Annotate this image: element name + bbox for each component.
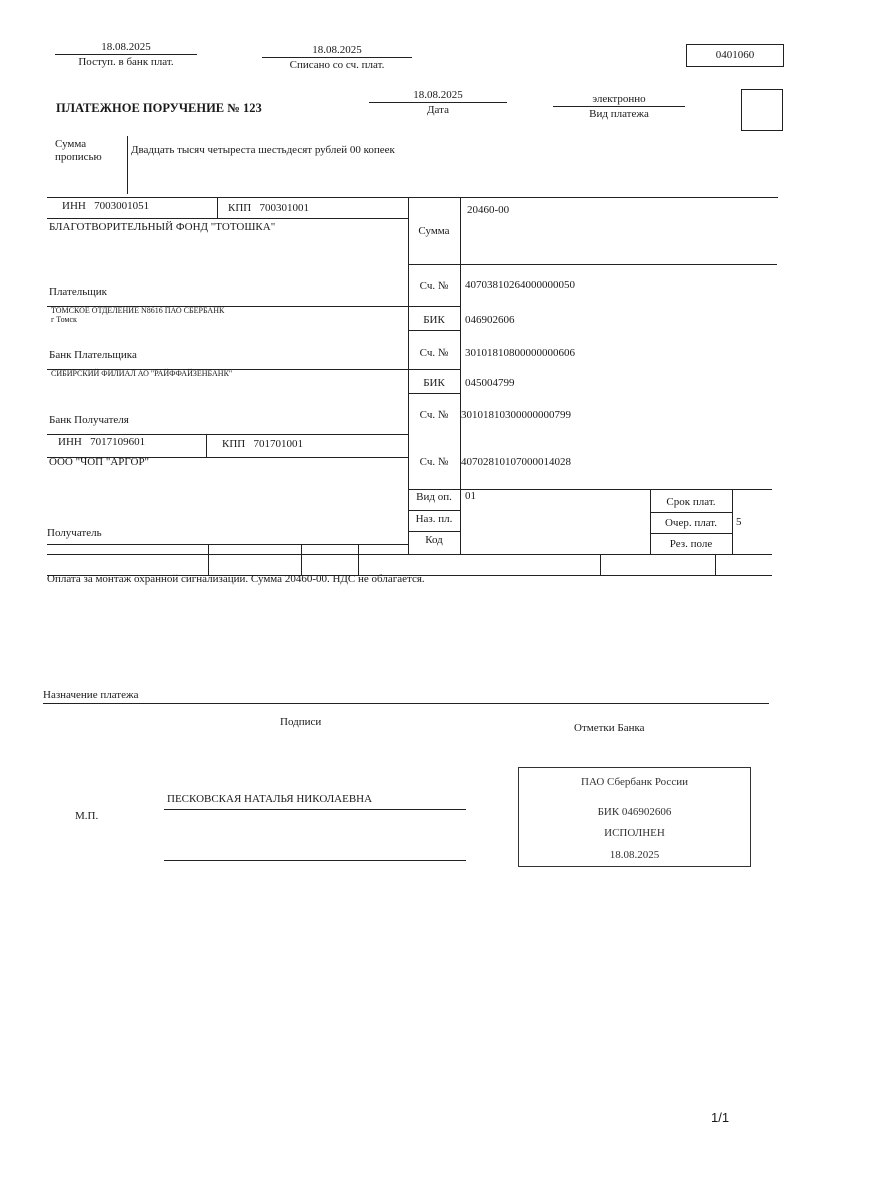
payer-corr-account: 30101810800000000606 xyxy=(465,347,575,359)
payer-inn-label: ИНН xyxy=(62,200,86,212)
divider xyxy=(43,703,769,704)
signature-line xyxy=(164,860,466,861)
debited-label: Списано со сч. плат. xyxy=(289,59,385,71)
purpose-code-label: Наз. пл. xyxy=(415,513,453,525)
payment-type-label: Вид платежа xyxy=(589,108,649,120)
payer-account-label: Сч. № xyxy=(419,280,449,292)
reserve-label: Рез. поле xyxy=(669,538,713,550)
divider xyxy=(55,54,197,55)
signature-line xyxy=(164,809,466,810)
payee-bik-label: БИК xyxy=(423,377,445,389)
divider xyxy=(408,264,777,265)
form-code: 0401060 xyxy=(715,49,755,61)
payee-kpp: 701701001 xyxy=(253,438,303,450)
divider xyxy=(408,510,460,511)
payee-inn-label: ИНН xyxy=(58,436,82,448)
divider xyxy=(217,198,218,218)
code-label: Код xyxy=(425,534,443,546)
stamp-bik: БИК 046902606 xyxy=(597,806,672,818)
divider xyxy=(600,554,601,575)
payee-inn: 7017109601 xyxy=(90,436,146,448)
payer-corr-label: Сч. № xyxy=(419,347,449,359)
payee-name: ООО "ЧОП "АРГОР" xyxy=(49,456,150,468)
payee-bank-label: Банк Получателя xyxy=(49,414,129,426)
divider xyxy=(408,531,460,532)
amount-words-label-1: Сумма xyxy=(55,138,87,150)
stamp-status: ИСПОЛНЕН xyxy=(604,827,665,839)
form-code-box xyxy=(686,44,784,67)
payee-bank-name: СИБИРСКИЙ ФИЛИАЛ АО "РАЙФФАЙЗЕНБАНК" xyxy=(51,369,233,378)
order-date-label: Дата xyxy=(427,104,449,116)
purpose-text: Оплата за монтаж охранной сигнализации. Сумма 20460-00. НДС не облагается. xyxy=(47,573,425,585)
bank-stamp xyxy=(518,767,751,867)
stamp-bank: ПАО Сбербанк России xyxy=(581,776,688,788)
divider xyxy=(127,136,128,194)
payer-kpp-label: КПП xyxy=(228,202,252,214)
divider xyxy=(460,198,461,554)
payer-bank-name: ТОМСКОЕ ОТДЕЛЕНИЕ N8616 ПАО СБЕРБАНК xyxy=(51,306,225,315)
amount-words-label-2: прописью xyxy=(55,151,102,163)
divider xyxy=(301,545,302,575)
amount-label: Сумма xyxy=(418,225,450,237)
payment-type: электронно xyxy=(592,93,646,105)
debited-date: 18.08.2025 xyxy=(312,44,362,56)
payer-inn: 7003001051 xyxy=(94,200,150,212)
bank-received-date: 18.08.2025 xyxy=(101,41,151,53)
divider xyxy=(408,489,772,490)
signer-name: ПЕСКОВСКАЯ НАТАЛЬЯ НИКОЛАЕВНА xyxy=(167,793,373,805)
divider xyxy=(715,554,716,575)
payer-bik: 046902606 xyxy=(465,314,515,326)
priority-value: 5 xyxy=(736,516,742,528)
divider xyxy=(358,545,359,575)
empty-code-box xyxy=(741,89,783,131)
divider xyxy=(47,218,408,219)
divider xyxy=(408,330,460,331)
divider xyxy=(262,57,412,58)
divider xyxy=(47,554,772,555)
divider xyxy=(47,197,778,198)
payee-label: Получатель xyxy=(47,527,102,539)
payer-kpp: 700301001 xyxy=(259,202,309,214)
purpose-label: Назначение платежа xyxy=(43,689,139,701)
divider xyxy=(47,544,408,545)
priority-label: Очер. плат. xyxy=(664,517,718,529)
divider xyxy=(650,512,732,513)
payee-account: 40702810107000014028 xyxy=(461,456,571,468)
amount-value: 20460-00 xyxy=(467,204,510,216)
op-type-label: Вид оп. xyxy=(416,491,452,503)
payee-account-label: Сч. № xyxy=(419,456,449,468)
payee-corr-account: 30101810300000000799 xyxy=(461,409,571,421)
payer-bank-label: Банк Плательщика xyxy=(49,349,137,361)
bank-marks-label: Отметки Банка xyxy=(574,722,645,734)
due-label: Срок плат. xyxy=(666,496,716,508)
payee-bik: 045004799 xyxy=(465,377,515,389)
payer-bank-city: г Томск xyxy=(51,315,77,324)
payer-account: 40703810264000000050 xyxy=(465,279,575,291)
op-type: 01 xyxy=(465,490,476,502)
stamp-date: 18.08.2025 xyxy=(609,849,660,861)
page-title: ПЛАТЕЖНОЕ ПОРУЧЕНИЕ № 123 xyxy=(56,101,262,115)
signatures-label: Подписи xyxy=(280,716,322,728)
seal-label: М.П. xyxy=(75,810,99,822)
payee-corr-label: Сч. № xyxy=(419,409,449,421)
divider xyxy=(553,106,685,107)
divider xyxy=(408,393,460,394)
payer-name: БЛАГОТВОРИТЕЛЬНЫЙ ФОНД "ТОТОШКА" xyxy=(49,221,276,233)
divider xyxy=(206,434,207,457)
divider xyxy=(732,489,733,554)
payee-kpp-label: КПП xyxy=(222,438,246,450)
divider xyxy=(47,434,408,435)
bank-received-label: Поступ. в банк плат. xyxy=(78,56,174,68)
divider xyxy=(369,102,507,103)
payer-bik-label: БИК xyxy=(423,314,445,326)
payer-label: Плательщик xyxy=(49,286,107,298)
order-date: 18.08.2025 xyxy=(413,89,463,101)
page-number: 1/1 xyxy=(711,1110,730,1125)
amount-words-value: Двадцать тысяч четыреста шестьдесят рублей 00 копеек xyxy=(131,144,395,156)
divider xyxy=(650,533,732,534)
divider xyxy=(208,545,209,575)
